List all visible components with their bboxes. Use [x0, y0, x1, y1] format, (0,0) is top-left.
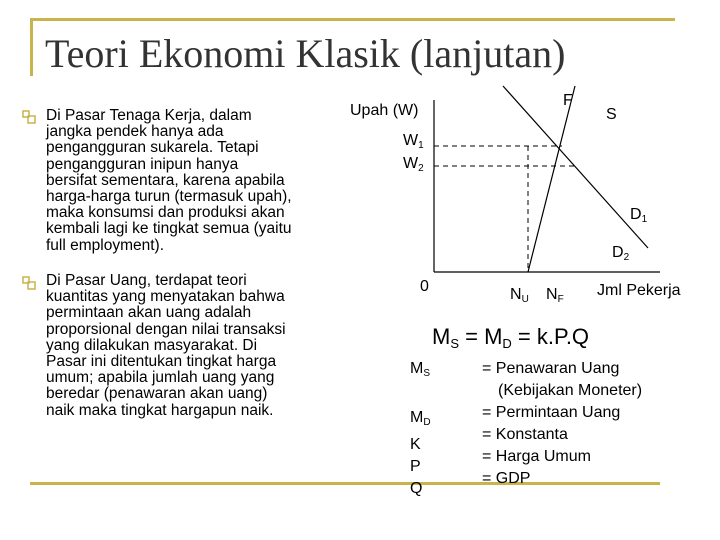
- w2-label-sub: 2: [418, 163, 424, 174]
- legend-symbol: [410, 358, 431, 385]
- nu-label: [510, 286, 529, 305]
- bullet-line: full employment).: [46, 236, 165, 254]
- legend-description: = Konstanta: [482, 426, 568, 443]
- nf-label-base: N: [546, 286, 558, 303]
- w2-label: [403, 155, 424, 174]
- slide-title: Teori Ekonomi Klasik (lanjutan): [45, 31, 566, 76]
- labour-demand-curve: [528, 86, 575, 272]
- w1-label: [403, 132, 424, 151]
- bullet-line: proporsional dengan nilai transaksi: [46, 320, 286, 338]
- legend-symbol-sub: S: [423, 368, 430, 379]
- legend-symbol: K: [410, 436, 421, 453]
- f-label: F: [563, 92, 573, 109]
- bullet-line: Pasar ini ditentukan tingkat harga: [46, 353, 277, 371]
- formula-md-base: M: [484, 324, 503, 349]
- legend-symbol-base: M: [410, 360, 424, 377]
- nf-label: [546, 286, 564, 305]
- legend-symbol: [410, 385, 431, 407]
- formula-md-sub: D: [502, 336, 512, 351]
- w1-label-sub: 1: [418, 140, 424, 151]
- legend-description: (Kebijakan Moneter): [498, 382, 643, 399]
- w2-label-base: W: [403, 155, 419, 172]
- origin-label: 0: [420, 278, 429, 295]
- bullet-line: kembali lagi ke tingkat semua (yaitu: [46, 220, 292, 238]
- formula-ms-base: M: [432, 324, 451, 349]
- bullet-line: yang dilakukan masyarakat. Di: [46, 336, 258, 354]
- bullet-line: beredar (penawaran akan uang): [46, 385, 268, 403]
- d1-label: [630, 206, 647, 225]
- formula-rest: = k.P.Q: [511, 324, 590, 349]
- legend-descriptions: [482, 358, 642, 490]
- w1-label-base: W: [403, 132, 419, 149]
- bullet-line: pengangguran inipun hanya: [46, 155, 239, 173]
- x-axis-label: Jml Pekerja: [597, 282, 681, 299]
- nu-label-base: N: [510, 286, 522, 303]
- bullet-line: maka konsumsi dan produksi akan: [46, 204, 285, 222]
- bullet-line: naik maka tingkat hargapun naik.: [46, 401, 274, 419]
- bullet-line: Di Pasar Uang, terdapat teori: [46, 272, 247, 289]
- legend-description: = GDP: [482, 470, 531, 487]
- legend-symbol-base: M: [410, 409, 424, 426]
- d2-label-sub: 2: [623, 252, 630, 263]
- legend-description: = Harga Umum: [482, 448, 591, 465]
- nu-label-sub: U: [521, 294, 529, 305]
- y-axis-label: Upah (W): [350, 102, 419, 119]
- s-label: S: [606, 106, 617, 123]
- bullet-line: Di Pasar Tenaga Kerja, dalam: [46, 107, 252, 124]
- bullet-line: harga-harga turun (termasuk upah),: [46, 188, 292, 206]
- legend-symbol-sub: D: [423, 417, 431, 428]
- legend-symbol: P: [410, 458, 421, 475]
- bullet-line: kuantitas yang menyatakan bahwa: [46, 288, 285, 306]
- legend-symbol: [410, 407, 431, 434]
- bullet-line: bersifat sementara, karena apabila: [46, 171, 285, 189]
- d1-label-base: D: [630, 206, 642, 223]
- d2-label: [612, 244, 629, 263]
- legend-description: = Permintaan Uang: [482, 404, 621, 421]
- d2-label-base: D: [612, 244, 624, 261]
- bullet-line: permintaan akan uang adalah: [46, 304, 252, 322]
- labour-supply-curve: [503, 86, 648, 248]
- bullet-line: jangka pendek hanya ada: [46, 123, 224, 141]
- d1-label-sub: 1: [641, 214, 648, 225]
- formula-eq: =: [459, 324, 485, 349]
- bullet-line: umum; apabila jumlah uang yang: [46, 369, 275, 387]
- formula-ms-sub: S: [450, 336, 459, 351]
- nf-label-sub: F: [557, 294, 564, 305]
- bullet-line: pengangguran sukarela. Tetapi: [46, 139, 259, 157]
- legend-description: = Penawaran Uang: [482, 360, 620, 377]
- legend-symbols: [410, 358, 431, 500]
- legend-symbol: Q: [410, 480, 423, 497]
- quantity-theory-formula: [432, 324, 589, 351]
